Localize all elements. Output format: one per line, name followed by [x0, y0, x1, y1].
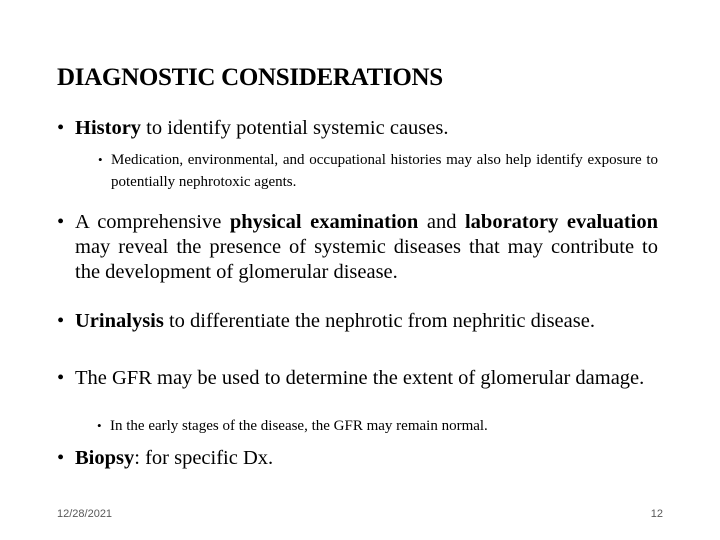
bullet-physical-exam-pre: A comprehensive [75, 211, 230, 233]
bullet-physical-exam-bold1: physical examination [229, 211, 419, 233]
bullet-gfr-text: The GFR may be used to determine the extent of glomerular damage. [75, 367, 645, 389]
bullet-marker: • [57, 117, 65, 139]
slide-title: DIAGNOSTIC CONSIDERATIONS [57, 64, 443, 91]
bullet-history-text: to identify potential systemic causes. [141, 117, 449, 139]
bullet-marker: • [57, 211, 65, 233]
bullet-biopsy-text: : for specific Dx. [134, 447, 274, 469]
footer-date: 12/28/2021 [57, 508, 113, 520]
bullet-marker: • [57, 367, 65, 389]
bullet-urinalysis-bold: Urinalysis [75, 310, 164, 332]
sub-bullet-histories-text: Medication, environmental, and occupational histories may also help identify exposure to potentially nephrotoxic agents. [111, 152, 658, 190]
bullet-physical-exam-text: may reveal the presence of systemic diseases that may contribute to the development of glomerular disease. [75, 236, 658, 283]
sub-bullet-marker: • [97, 418, 102, 433]
bullet-urinalysis [57, 309, 658, 334]
bullet-marker: • [57, 310, 65, 332]
bullet-urinalysis-text: to differentiate the nephrotic from nephritic disease. [163, 310, 595, 332]
footer-page-number: 12 [650, 508, 663, 520]
bullet-history-bold: History [75, 117, 142, 139]
bullet-physical-exam-bold2: laboratory evaluation [464, 211, 659, 233]
bullet-physical-exam [57, 210, 659, 285]
bullet-biopsy-bold: Biopsy [75, 447, 135, 469]
sub-bullet-histories [98, 149, 658, 193]
sub-bullet-marker: • [98, 152, 103, 167]
sub-bullet-early-stages [97, 415, 670, 437]
bullet-marker: • [57, 447, 65, 469]
bullet-history [57, 116, 675, 141]
bullet-physical-exam-mid: and [418, 211, 465, 233]
bullet-biopsy [57, 446, 658, 471]
sub-bullet-early-stages-text: In the early stages of the disease, the GFR may remain normal. [110, 418, 488, 434]
bullet-gfr [57, 366, 658, 391]
